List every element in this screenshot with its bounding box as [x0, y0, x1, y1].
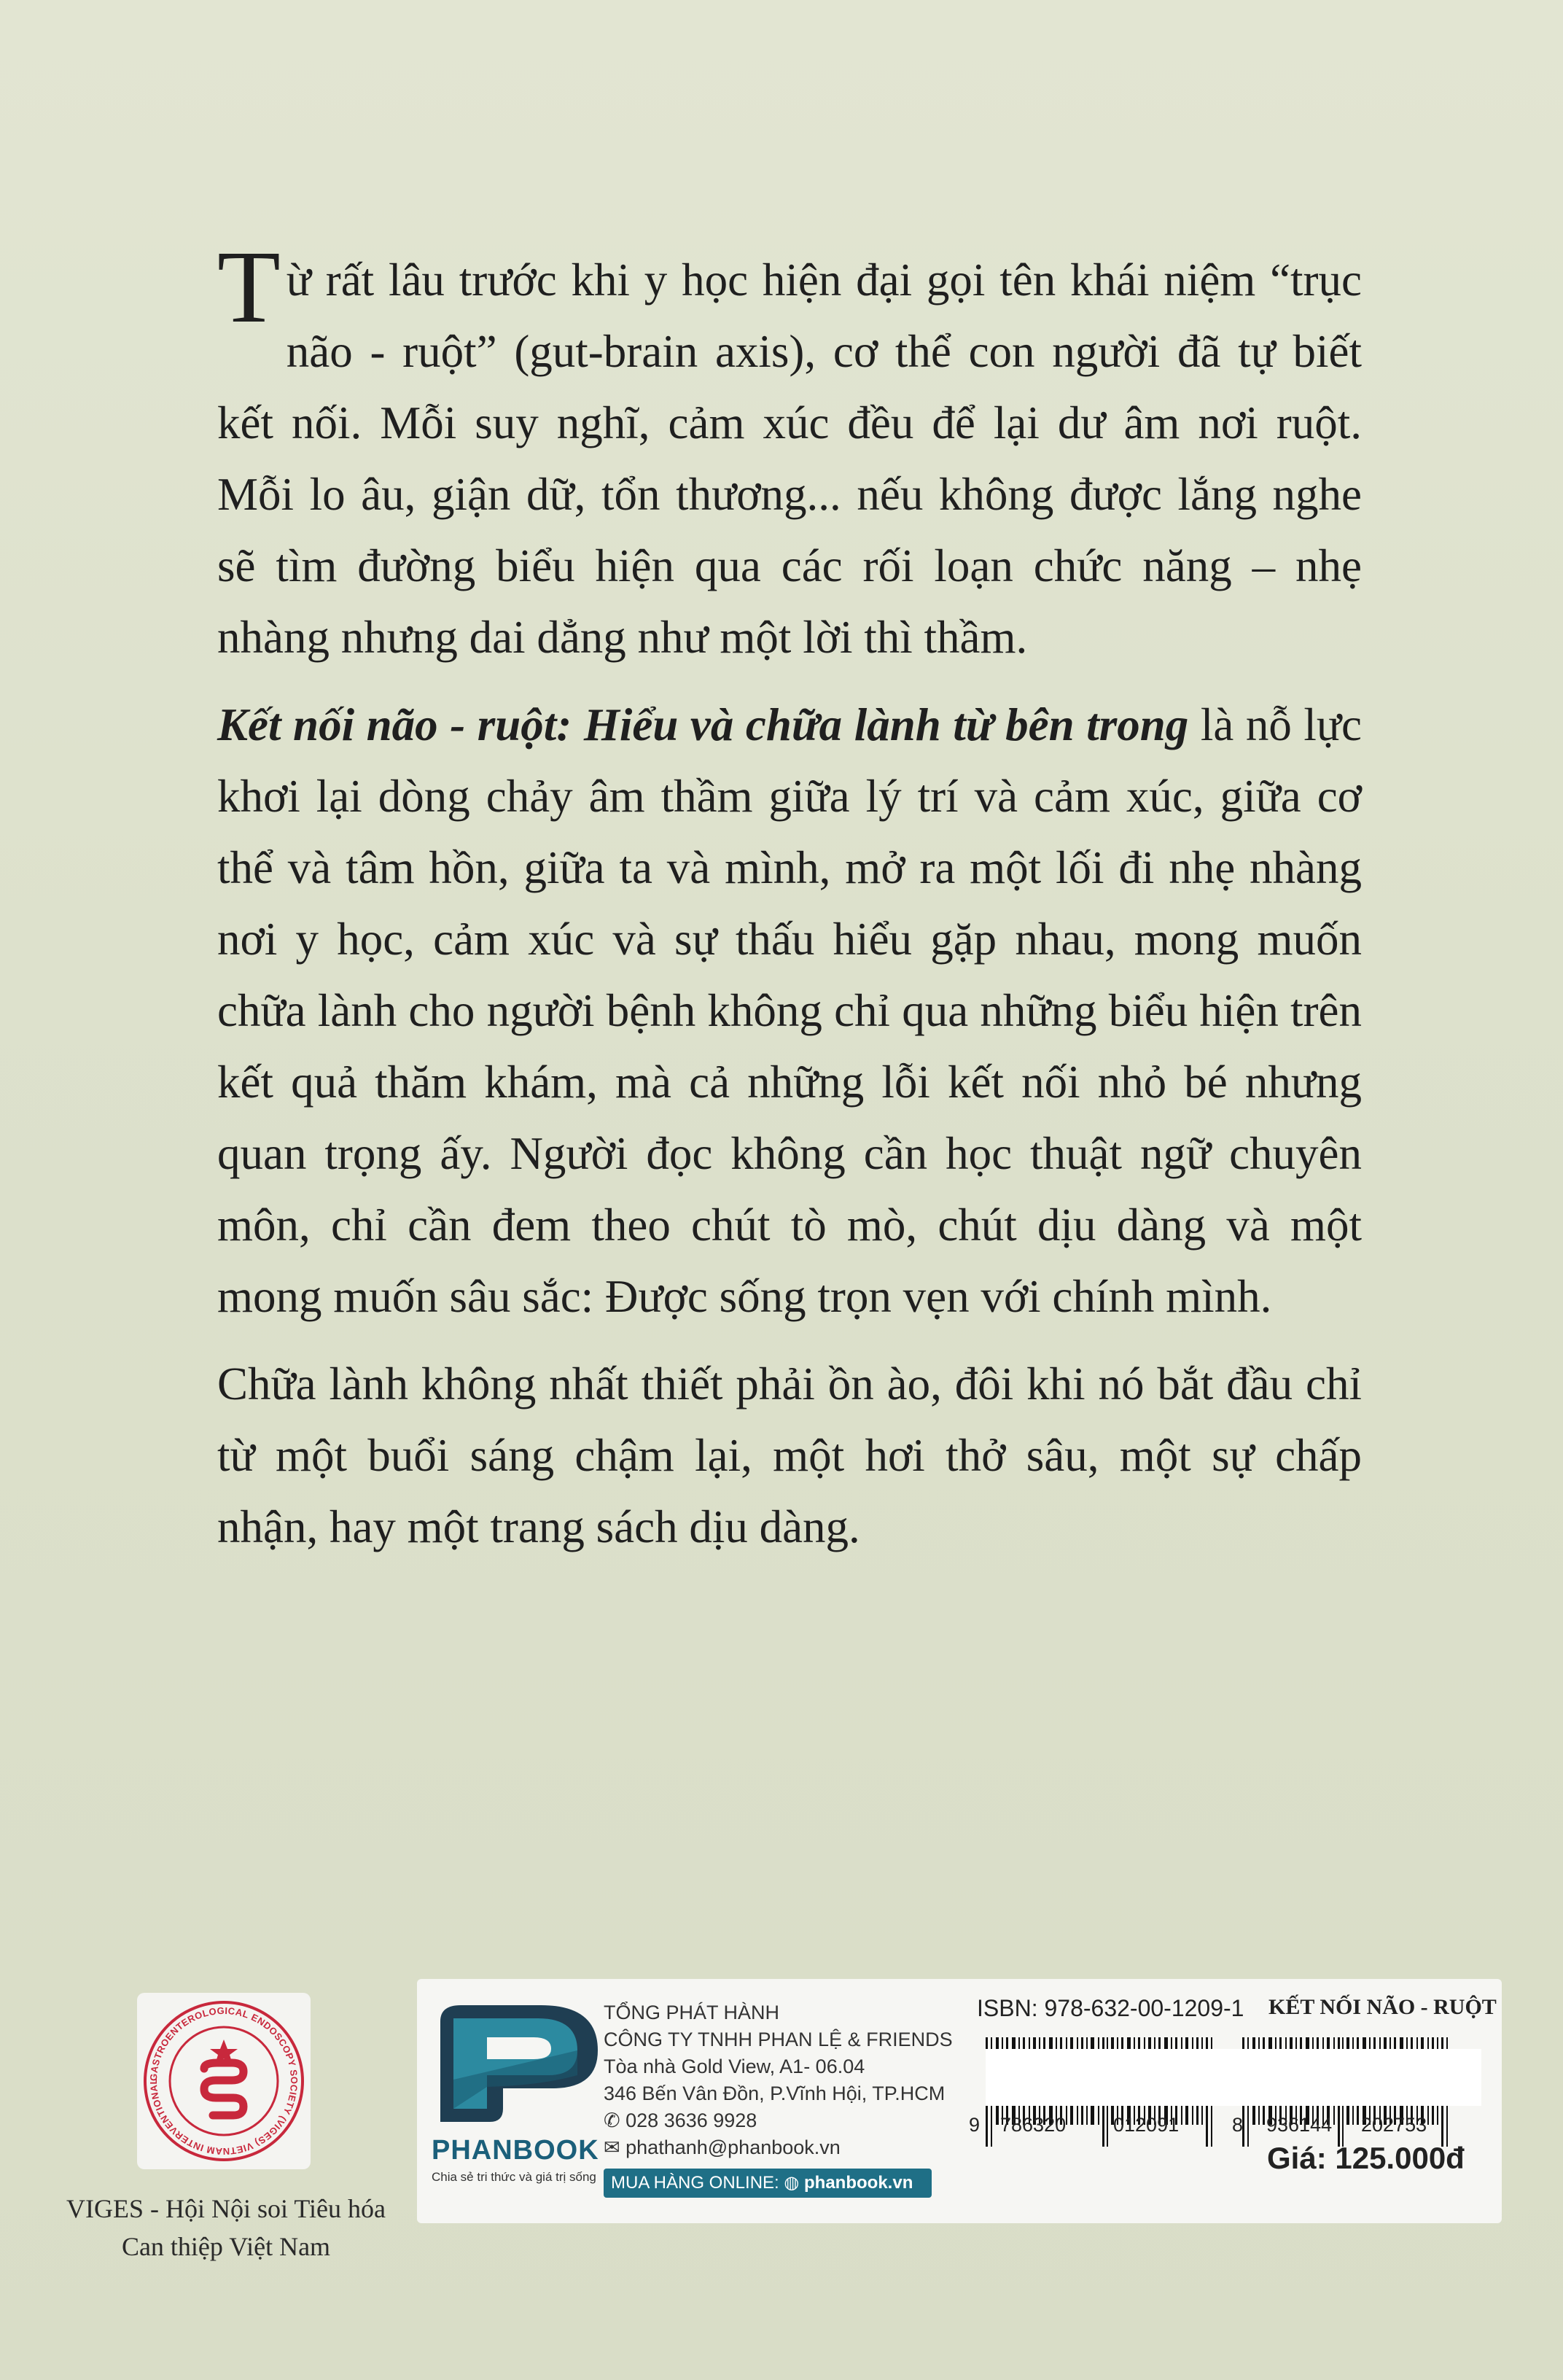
viges-caption [44, 2190, 408, 2266]
price: Giá: 125.000đ [1267, 2141, 1465, 2175]
barcode2-digits-left: 936144 [1266, 2114, 1333, 2136]
book-title-italic: Kết nối não - ruột: Hiểu và chữa lành từ bên trong [217, 699, 1189, 750]
blurb-paragraph-1 [217, 229, 1362, 673]
back-cover-blurb [217, 229, 1363, 1579]
distributor-heading: TỔNG PHÁT HÀNH [604, 2002, 780, 2023]
barcode-digits-right: 012091 [1113, 2114, 1180, 2136]
viges-logo [137, 1993, 311, 2169]
distributor-address-1: Tòa nhà Gold View, A1- 06.04 [604, 2056, 865, 2077]
distributor-info [604, 1999, 968, 2161]
barcode2-digits-right: 202753 [1361, 2114, 1427, 2136]
viges-caption-line1: VIGES - Hội Nội soi Tiêu hóa [66, 2194, 386, 2223]
distributor-email: phathanh@phanbook.vn [625, 2136, 841, 2158]
shop-online-url: phanbook.vn [804, 2173, 913, 2193]
viges-ring-text: GASTROENTEROLOGICAL ENDOSCOPY SOCIETY (VIGES) VIETNAM INTERVENTIONAL [147, 2004, 300, 2158]
phanbook-logo [432, 1999, 607, 2138]
isbn-text: ISBN: 978-632-00-1209-1 [977, 1995, 1244, 2021]
shop-online-label: MUA HÀNG ONLINE: [611, 2173, 779, 2193]
distributor-phone: 028 3636 9928 [625, 2109, 757, 2131]
blurb-paragraph-1-text: ừ rất lâu trước khi y học hiện đại gọi tên khái niệm “trục não - ruột” (gut-brain axis), cơ thể con người đã tự biết kết nối. Mỗi suy nghĩ, cảm xúc đều để lại dư âm nơi ruột. Mỗi lo âu, giận dữ, tổn thương... nếu không được lắng nghe sẽ tìm đường biểu hiện qua các rối loạn chức năng – nhẹ nhàng nhưng dai dẳng như một lời thì thầm. [217, 254, 1362, 663]
barcode-redaction [986, 2049, 1481, 2106]
blurb-paragraph-2 [217, 689, 1362, 1332]
phanbook-brand: PHANBOOK [432, 2135, 599, 2166]
viges-caption-line2: Can thiệp Việt Nam [121, 2232, 331, 2261]
short-title: KẾT NỐI NÃO - RUỘT [1268, 1995, 1497, 2019]
distributor-company: CÔNG TY TNHH PHAN LỆ & FRIENDS [604, 2029, 953, 2050]
barcode-digits-left: 786320 [1000, 2114, 1067, 2136]
blurb-paragraph-2-text: là nỗ lực khơi lại dòng chảy âm thầm giữa lý trí và cảm xúc, giữa cơ thể và tâm hồn, giữa ta và mình, mở ra một lối đi nhẹ nhàng nơi y học, cảm xúc và sự thấu hiểu gặp nhau, mong muốn chữa lành cho người bệnh không chỉ qua những biểu hiện trên kết quả thăm khám, mà cả những lỗi kết nối nhỏ bé nhưng quan trọng ấy. Người đọc không cần học thuật ngữ chuyên môn, chỉ cần đem theo chút tò mò, chút dịu dàng và một mong muốn sâu sắc: Được sống trọn vẹn với chính mình. [217, 699, 1363, 1322]
phone-icon: ✆ [604, 2109, 620, 2131]
shop-online-banner [604, 2169, 932, 2198]
distributor-phone-row [604, 2107, 968, 2134]
distributor-address-2: 346 Bến Vân Đồn, P.Vĩnh Hội, TP.HCM [604, 2082, 946, 2104]
globe-icon: ◍ [784, 2173, 800, 2193]
barcode-digit-first: 9 [969, 2114, 981, 2136]
phanbook-slogan: Chia sẻ tri thức và giá trị sống [432, 2170, 596, 2184]
blurb-paragraph-3: Chữa lành không nhất thiết phải ồn ào, đôi khi nó bắt đầu chỉ từ một buổi sáng chậm lại, một hơi thở sâu, một sự chấp nhận, hay một trang sách dịu dàng. [217, 1358, 1362, 1552]
drop-cap: T [217, 229, 281, 344]
distributor-email-row [604, 2134, 968, 2161]
distributor-label [417, 1979, 1502, 2223]
mail-icon: ✉ [604, 2136, 620, 2158]
barcode2-digit-first: 8 [1232, 2114, 1244, 2136]
